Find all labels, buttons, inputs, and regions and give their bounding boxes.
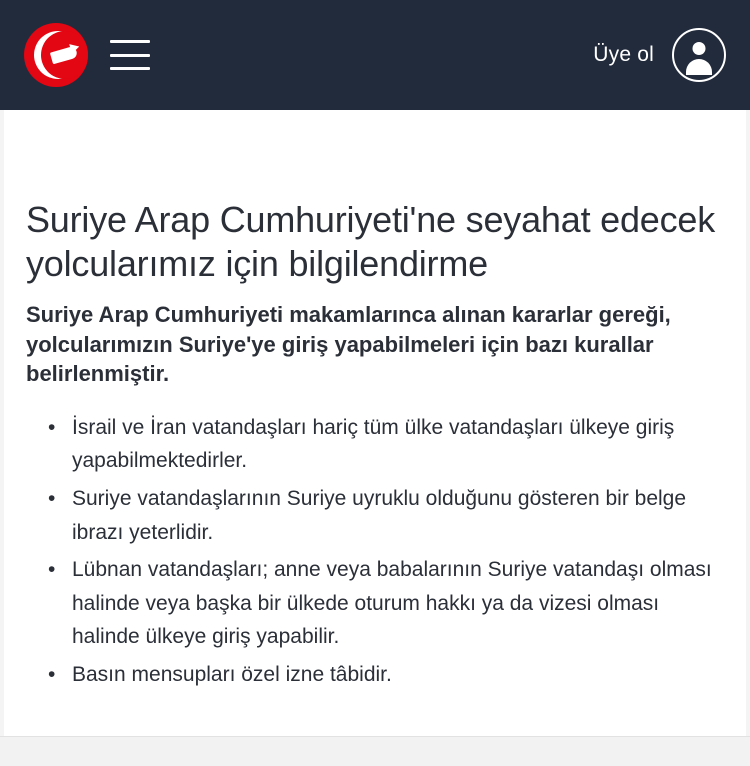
hamburger-bar <box>110 67 150 70</box>
signup-link[interactable]: Üye ol <box>593 43 654 66</box>
header-right-group <box>593 28 726 82</box>
list-item: • İsrail ve İran vatandaşları hariç tüm ülke vatandaşları ülkeye giriş yapabilmektedirler. <box>72 411 724 478</box>
content-top-spacer <box>26 110 724 198</box>
hamburger-bar <box>110 54 150 57</box>
right-rail <box>746 110 750 766</box>
bottom-bar <box>0 736 750 766</box>
list-item: • Basın mensupları özel izne tâbidir. <box>72 658 724 692</box>
intro-paragraph: Suriye Arap Cumhuriyeti makamlarınca alınan kararlar gereği, yolcularımızın Suriye'ye giriş yapabilmeleri için bazı kurallar belirlenmiştir. <box>26 301 671 387</box>
page-title: Suriye Arap Cumhuriyeti'ne seyahat edecek yolcularımız için bilgilendirme <box>26 199 716 284</box>
list-item: • Suriye vatandaşlarının Suriye uyruklu olduğunu gösteren bir belge ibrazı yeterlidir. <box>72 482 724 549</box>
user-avatar-icon[interactable] <box>672 28 726 82</box>
rules-list <box>26 411 724 692</box>
left-rail <box>0 110 4 766</box>
site-header <box>0 0 750 110</box>
logo-bird-shape <box>50 46 78 65</box>
turkish-airlines-logo-icon[interactable] <box>24 23 88 87</box>
hamburger-bar <box>110 40 150 43</box>
header-left-group <box>24 23 150 87</box>
hamburger-menu-icon[interactable] <box>110 40 150 70</box>
main-content <box>0 110 750 692</box>
list-item: • Lübnan vatandaşları; anne veya babalarının Suriye vatandaşı olması halinde veya başka bir ülkede oturum hakkı ya da vizesi olması halinde ülkeye giriş yapabilir. <box>72 553 724 654</box>
